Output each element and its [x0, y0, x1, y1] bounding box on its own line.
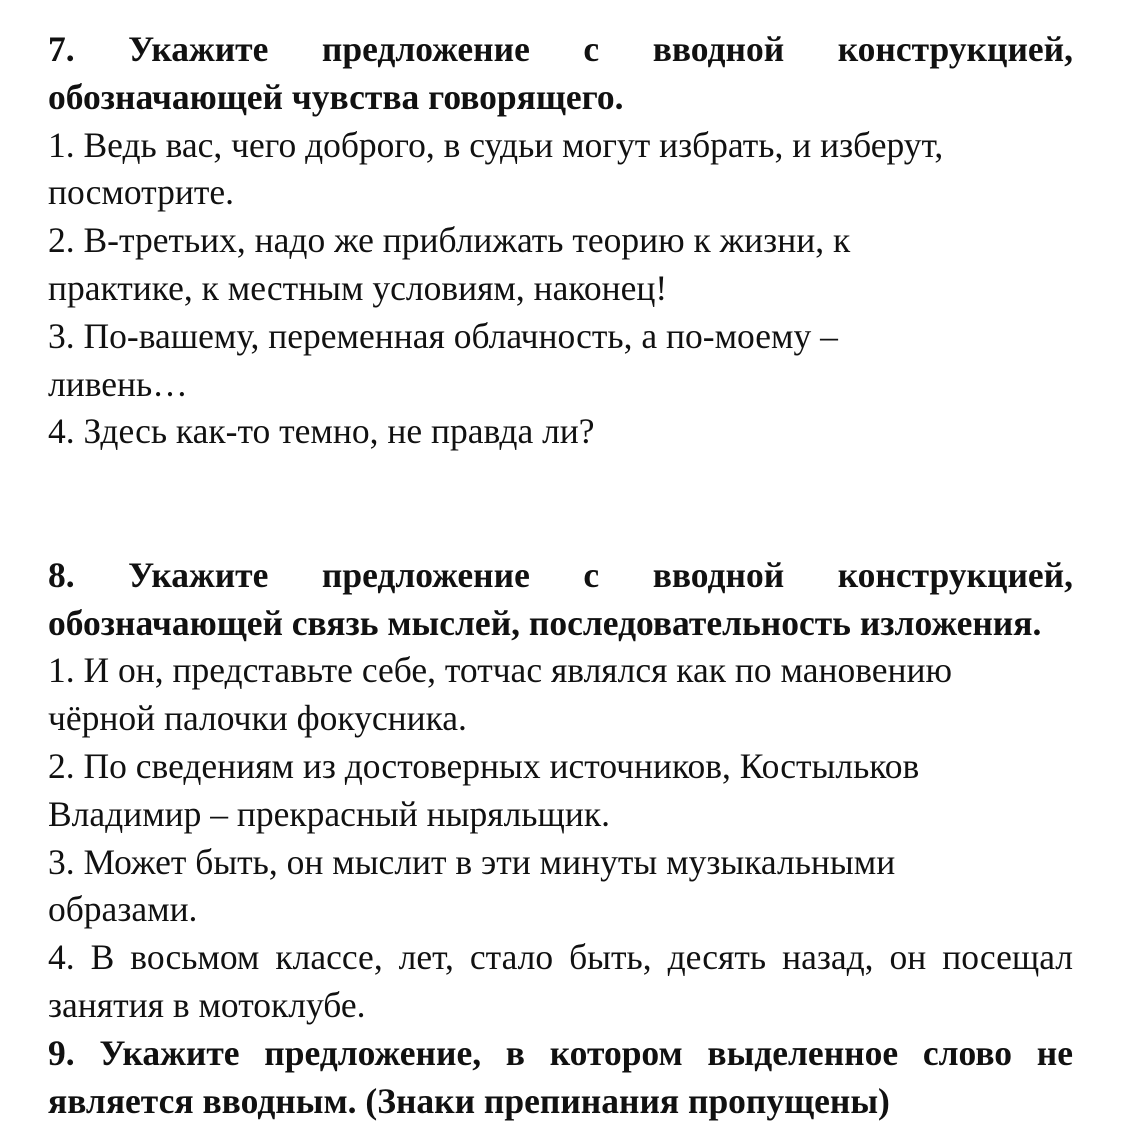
question-7-option-3: 3. По-вашему, переменная облачность, а по-моему – ливень…: [48, 315, 838, 404]
question-8-option-4: 4. В восьмом классе, лет, стало быть, десять назад, он посещал занятия в мотоклубе.: [48, 937, 1073, 1025]
section-gap: [48, 456, 1073, 552]
question-8: [48, 552, 1073, 1030]
question-7: [48, 26, 1073, 456]
question-7-option-1: 1. Ведь вас, чего доброго, в судьи могут избрать, и изберут, посмотрите.: [48, 124, 944, 213]
document-page: [48, 26, 1073, 1125]
question-8-title: 8. Укажите предложение с вводной конструкцией, обозначающей связь мыслей, последовательность изложения.: [48, 554, 1073, 643]
question-7-option-4: 4. Здесь как-то темно, не правда ли?: [48, 411, 595, 452]
question-7-option-2: 2. В-третьих, надо же приближать теорию к жизни, к практике, к местным условиям, наконец!: [48, 220, 851, 308]
question-9-title: 9. Укажите предложение, в котором выделенное слово не является вводным. (Знаки препинания пропущены): [48, 1032, 1073, 1121]
question-7-title: 7. Укажите предложение с вводной конструкцией, обозначающей чувства говорящего.: [48, 29, 1073, 117]
question-8-option-3: 3. Может быть, он мыслит в эти минуты музыкальными образами.: [48, 841, 896, 930]
question-9: [48, 1030, 1073, 1125]
question-8-option-1: 1. И он, представьте себе, тотчас являлся как по мановению чёрной палочки фокусника.: [48, 650, 953, 739]
question-8-option-2: 2. По сведениям из достоверных источников, Костыльков Владимир – прекрасный ныряльщик.: [48, 745, 920, 834]
